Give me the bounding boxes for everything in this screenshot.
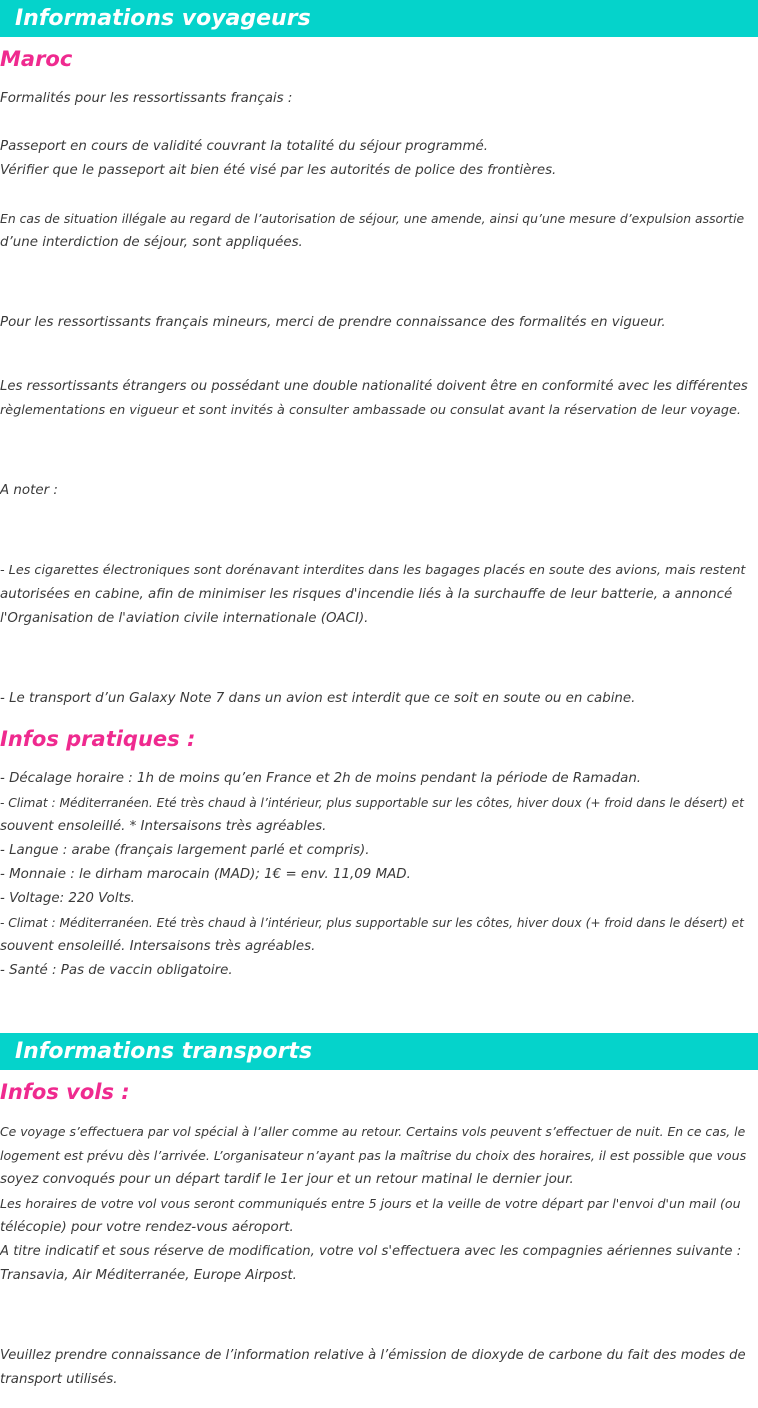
galaxy-note-paragraph bbox=[0, 687, 752, 711]
list-item: souvent ensoleillé. Intersaisons très agréables. bbox=[0, 939, 316, 954]
foreign-nationals-paragraph bbox=[0, 375, 752, 423]
text-line: autorisées en cabine, afin de minimiser les risques d'incendie liés à la surchauffe de leur batterie, a annoncé bbox=[0, 587, 733, 602]
text-line: - Les cigarettes électroniques sont dorénavant interdites dans les bagages placés en soute des avions, mais restent bbox=[0, 563, 746, 578]
text-line: Les horaires de votre vol vous seront communiqués entre 5 jours et la veille de votre départ par l'envoi d'un mail (ou bbox=[0, 1196, 741, 1211]
text-line: Transavia, Air Méditerranée, Europe Airpost. bbox=[0, 1268, 297, 1283]
minors-paragraph bbox=[0, 311, 752, 335]
list-item: souvent ensoleillé. * Intersaisons très agréables. bbox=[0, 819, 327, 834]
section-banner-voyageurs: Informations voyageurs bbox=[0, 0, 758, 37]
co2-paragraph bbox=[0, 1344, 752, 1392]
list-item: - Climat : Méditerranéen. Eté très chaud à l’intérieur, plus supportable sur les côtes, hiver doux (+ froid dans le désert) et bbox=[0, 796, 744, 810]
text-line: soyez convoqués pour un départ tardif le 1er jour et un retour matinal le dernier jour. bbox=[0, 1172, 574, 1187]
list-item: - Langue : arabe (français largement parlé et compris). bbox=[0, 843, 370, 858]
text-line: règlementations en vigueur et sont invités à consulter ambassade ou consulat avant la réservation de leur voyage. bbox=[0, 403, 741, 418]
list-item: - Climat : Méditerranéen. Eté très chaud à l’intérieur, plus supportable sur les côtes, hiver doux (+ froid dans le désert) et bbox=[0, 916, 744, 930]
flights-paragraph bbox=[0, 1120, 752, 1288]
list-item: - Voltage: 220 Volts. bbox=[0, 891, 135, 906]
text-line: l'Organisation de l'aviation civile internationale (OACI). bbox=[0, 611, 369, 626]
text-line: télécopie) pour votre rendez-vous aéroport. bbox=[0, 1220, 294, 1235]
text-line: Passeport en cours de validité couvrant la totalité du séjour programmé. bbox=[0, 139, 489, 154]
list-item: - Monnaie : le dirham marocain (MAD); 1€ = env. 11,09 MAD. bbox=[0, 867, 411, 882]
text-line: A noter : bbox=[0, 483, 58, 498]
list-item: - Décalage horaire : 1h de moins qu’en France et 2h de moins pendant la période de Ramadan. bbox=[0, 771, 642, 786]
text-line: logement est prévu dès l’arrivée. L’organisateur n’ayant pas la maîtrise du choix des horaires, il est possible que vous bbox=[0, 1148, 747, 1163]
text-line: Ce voyage s’effectuera par vol spécial à l’aller comme au retour. Certains vols peuvent s’effectuer de nuit. En ce cas, le bbox=[0, 1124, 746, 1139]
passport-paragraph bbox=[0, 135, 752, 183]
country-heading: Maroc bbox=[0, 47, 73, 71]
ecig-paragraph bbox=[0, 559, 752, 631]
text-line: - Le transport d’un Galaxy Note 7 dans un avion est interdit que ce soit en soute ou en cabine. bbox=[0, 691, 636, 706]
list-item: - Santé : Pas de vaccin obligatoire. bbox=[0, 963, 233, 978]
note-label bbox=[0, 479, 752, 503]
text-line: transport utilisés. bbox=[0, 1372, 118, 1387]
section-banner-transports: Informations transports bbox=[0, 1033, 758, 1070]
formalites-intro bbox=[0, 87, 752, 111]
practical-info-list bbox=[0, 767, 752, 983]
illegal-stay-paragraph bbox=[0, 207, 752, 255]
text-line: Formalités pour les ressortissants français : bbox=[0, 91, 293, 106]
text-line: A titre indicatif et sous réserve de modification, votre vol s'effectuera avec les compagnies aériennes suivante : bbox=[0, 1244, 742, 1259]
text-line: d’une interdiction de séjour, sont appliquées. bbox=[0, 235, 303, 250]
text-line: Veuillez prendre connaissance de l’information relative à l’émission de dioxyde de carbone du fait des modes de bbox=[0, 1348, 746, 1363]
text-line: En cas de situation illégale au regard de l’autorisation de séjour, une amende, ainsi qu’une mesure d’expulsion assortie bbox=[0, 211, 745, 226]
text-line: Pour les ressortissants français mineurs, merci de prendre connaissance des formalités en vigueur. bbox=[0, 315, 666, 330]
flights-heading: Infos vols : bbox=[0, 1080, 130, 1104]
text-line: Les ressortissants étrangers ou possédant une double nationalité doivent être en conformité avec les différentes bbox=[0, 379, 748, 394]
practical-info-heading: Infos pratiques : bbox=[0, 727, 196, 751]
text-line: Vérifier que le passeport ait bien été visé par les autorités de police des frontières. bbox=[0, 163, 557, 178]
